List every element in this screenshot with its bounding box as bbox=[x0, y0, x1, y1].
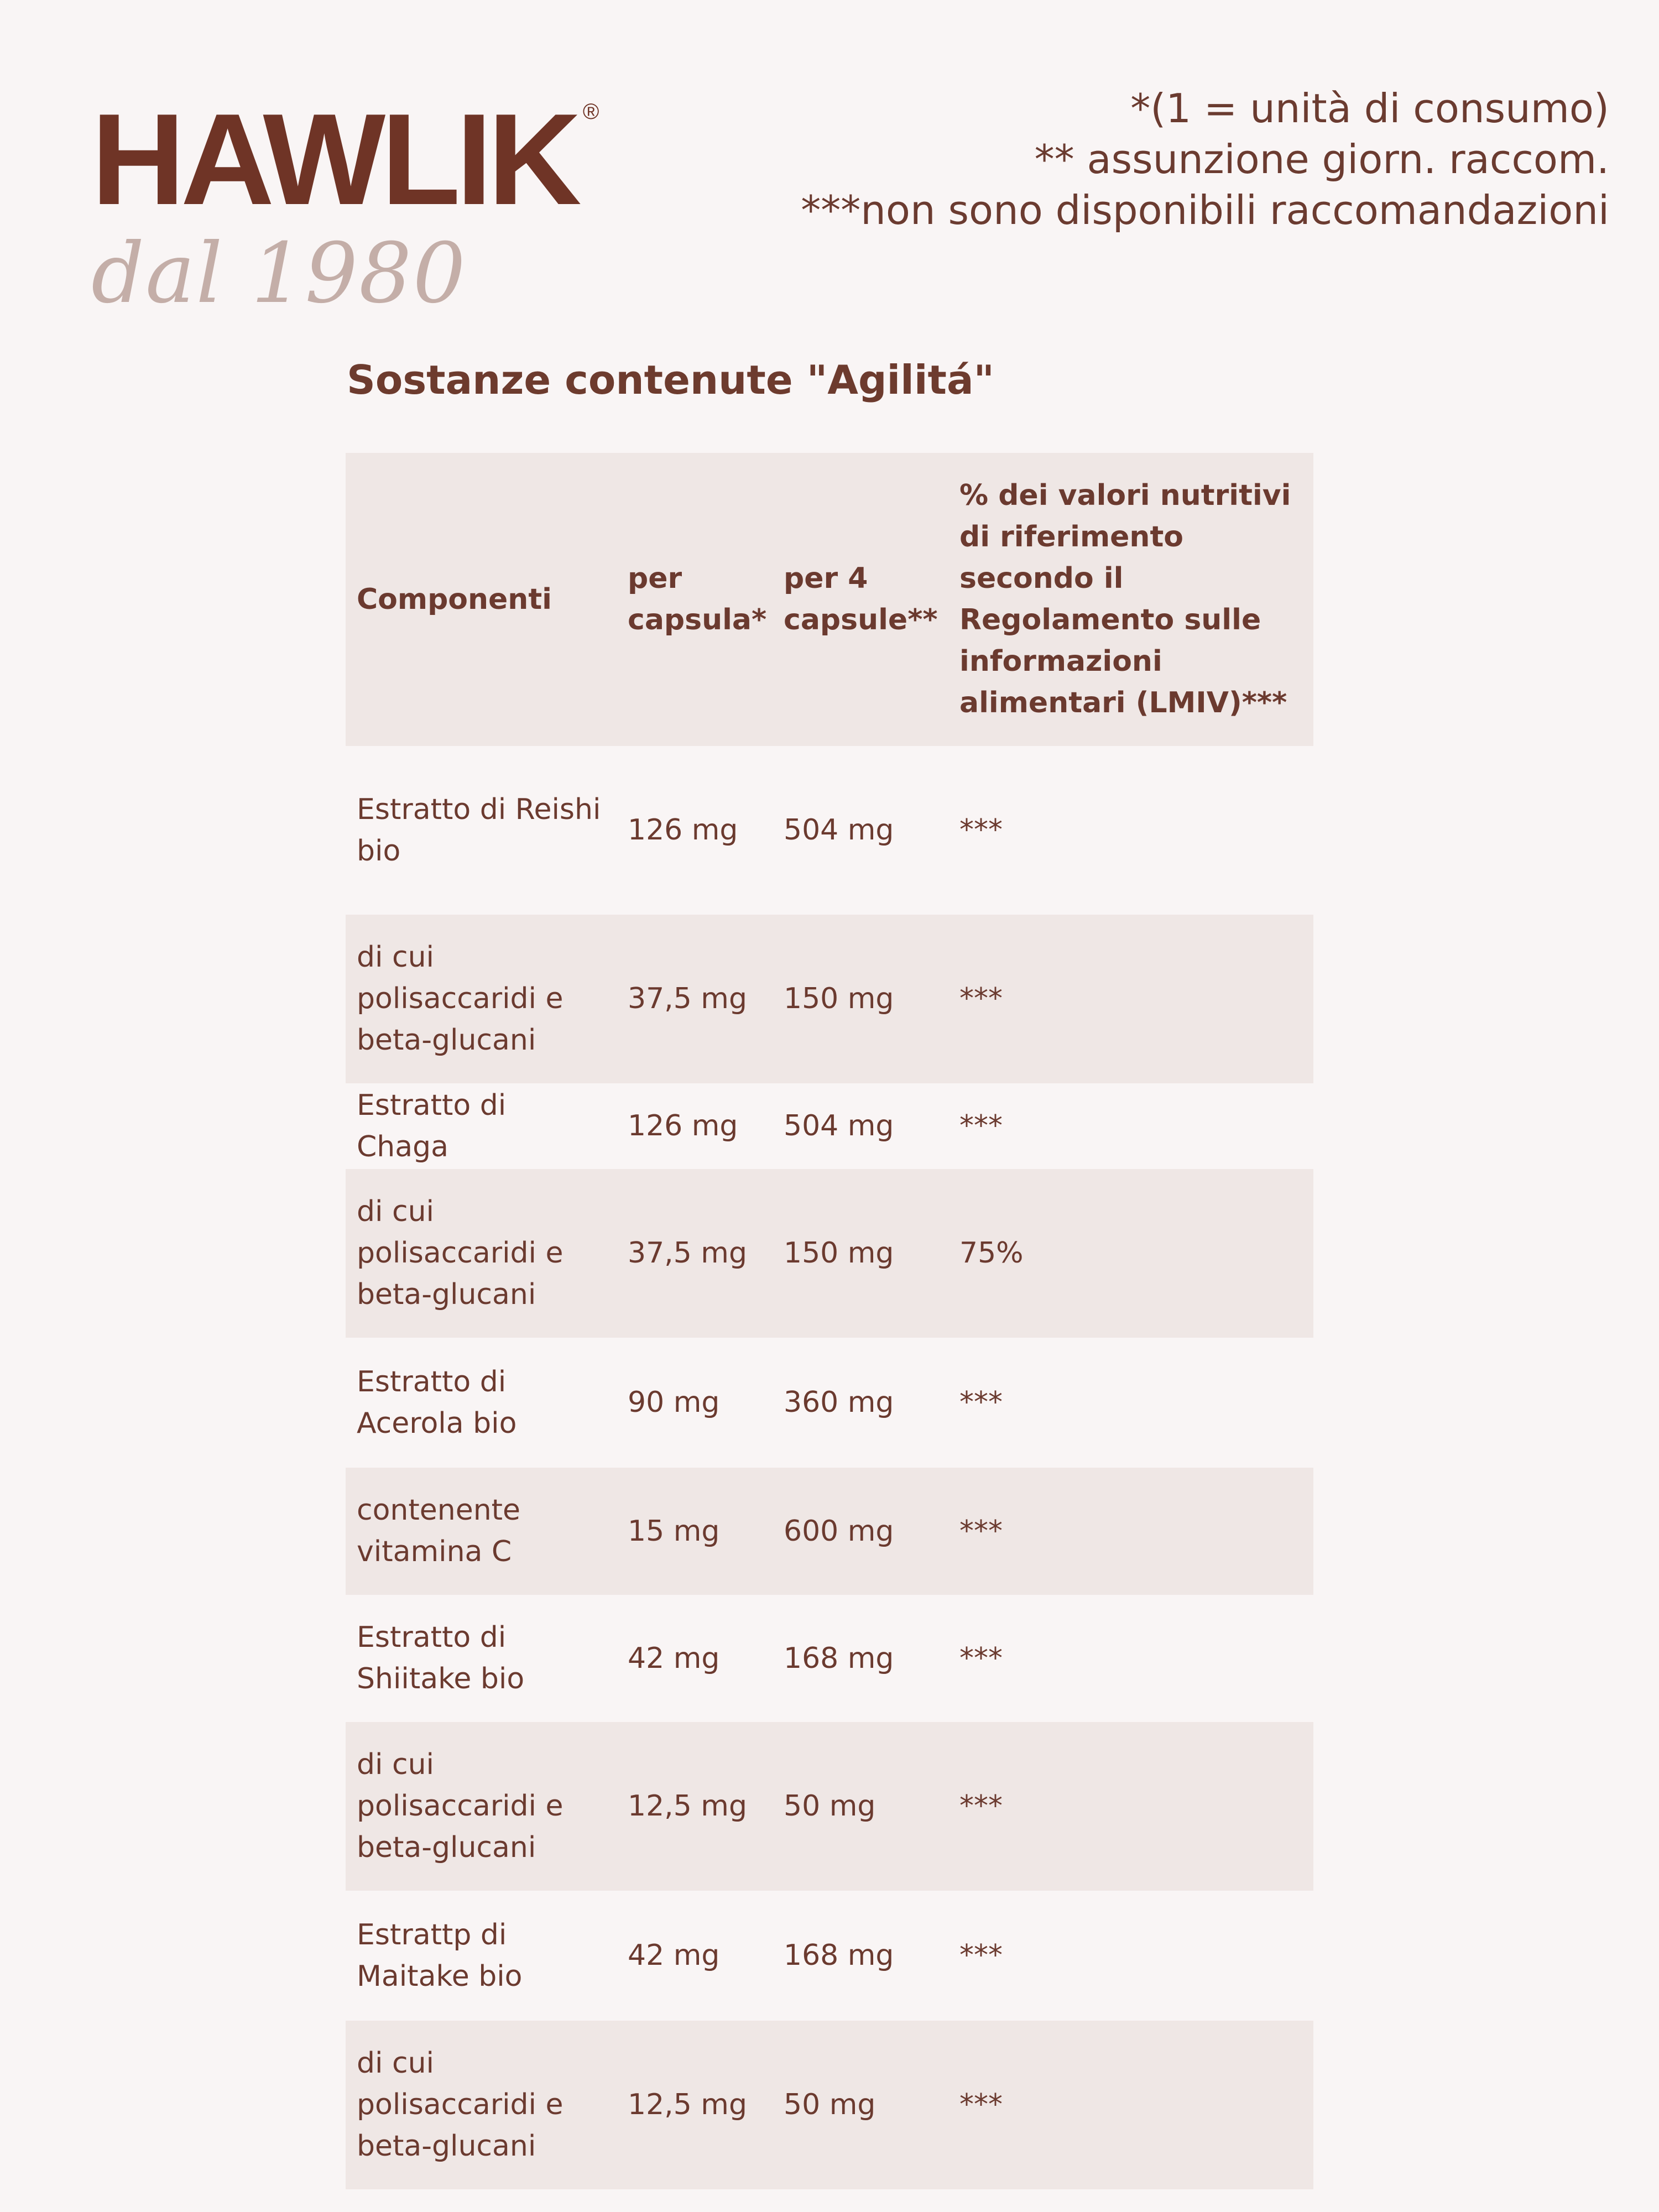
cell-per-4-capsules: 50 mg bbox=[784, 1790, 876, 1823]
header-component: Componenti bbox=[357, 582, 552, 616]
cell-per-capsule: 126 mg bbox=[628, 1109, 738, 1142]
cell-per-4-capsules: 360 mg bbox=[784, 1386, 894, 1419]
cell-per-capsule: 90 mg bbox=[628, 1386, 720, 1419]
cell-per-capsule: 42 mg bbox=[628, 1641, 720, 1675]
cell-per-4-capsules: 168 mg bbox=[784, 1641, 894, 1675]
table-row bbox=[346, 1169, 1313, 1338]
cell-per-4-capsules: 50 mg bbox=[784, 2088, 876, 2121]
logo-text: HAWLIK bbox=[91, 86, 577, 232]
cell-per-capsule: 12,5 mg bbox=[628, 2088, 747, 2121]
cell-component: Estratto di Chaga bbox=[357, 1088, 507, 1164]
cell-reference: 75% bbox=[959, 1237, 1024, 1270]
cell-reference: *** bbox=[959, 1109, 1003, 1142]
cell-reference: *** bbox=[959, 1790, 1003, 1823]
footnote-no-recommendations: ***non sono disponibili raccomandazioni bbox=[801, 187, 1609, 233]
cell-per-4-capsules: 600 mg bbox=[784, 1514, 894, 1548]
cell-per-4-capsules: 504 mg bbox=[784, 1109, 894, 1142]
footnote-unit: *(1 = unità di consumo) bbox=[1130, 85, 1609, 132]
table-row bbox=[346, 1083, 1313, 1169]
table-row bbox=[346, 1595, 1313, 1722]
cell-reference: *** bbox=[959, 813, 1003, 847]
cell-per-capsule: 126 mg bbox=[628, 813, 738, 847]
cell-component: contenente vitamina C bbox=[357, 1494, 521, 1568]
registered-mark: ® bbox=[582, 100, 599, 124]
header-per-4-capsules: per 4 capsule** bbox=[784, 562, 938, 637]
table-title: Sostanze contenute "Agilitá" bbox=[347, 357, 995, 403]
cell-reference: *** bbox=[959, 2088, 1003, 2121]
cell-component: di cui polisaccaridi e beta-glucani bbox=[357, 1195, 564, 1311]
table-row bbox=[346, 1468, 1313, 1595]
cell-per-4-capsules: 168 mg bbox=[784, 1939, 894, 1972]
cell-reference: *** bbox=[959, 1641, 1003, 1675]
table-row bbox=[346, 1338, 1313, 1468]
cell-component: Estratto di Shiitake bio bbox=[357, 1621, 525, 1695]
table-row bbox=[346, 1891, 1313, 2021]
ingredients-panel bbox=[346, 357, 1313, 2189]
table-row bbox=[346, 915, 1313, 1083]
cell-component: Estratto di Reishi bio bbox=[357, 792, 601, 868]
cell-per-capsule: 37,5 mg bbox=[628, 1237, 747, 1270]
logo bbox=[91, 86, 599, 232]
table-row bbox=[346, 746, 1313, 915]
brand-block bbox=[91, 86, 599, 324]
cell-per-capsule: 42 mg bbox=[628, 1939, 720, 1972]
cell-per-capsule: 15 mg bbox=[628, 1514, 720, 1548]
cell-component: di cui polisaccaridi e beta-glucani bbox=[357, 1748, 564, 1864]
cell-per-capsule: 37,5 mg bbox=[628, 982, 747, 1015]
cell-per-4-capsules: 150 mg bbox=[784, 1237, 894, 1270]
tagline: dal 1980 bbox=[91, 226, 467, 322]
cell-component: Estrattp di Maitake bio bbox=[357, 1918, 523, 1993]
cell-component: di cui polisaccaridi e beta-glucani bbox=[357, 2047, 564, 2163]
cell-component: Estratto di Acerola bio bbox=[357, 1365, 517, 1440]
cell-per-4-capsules: 150 mg bbox=[784, 982, 894, 1015]
cell-reference: *** bbox=[959, 1514, 1003, 1548]
cell-component: di cui polisaccaridi e beta-glucani bbox=[357, 941, 564, 1057]
table-row bbox=[346, 1722, 1313, 1891]
cell-reference: *** bbox=[959, 1386, 1003, 1419]
cell-reference: *** bbox=[959, 982, 1003, 1015]
cell-per-4-capsules: 504 mg bbox=[784, 813, 894, 847]
header-reference-values: % dei valori nutritivi di riferimento secondo il Regolamento sulle informazioni alimentari (LMIV)*** bbox=[959, 479, 1291, 719]
table-header-row bbox=[346, 453, 1313, 746]
footnote-daily-intake: ** assunzione giorn. raccom. bbox=[1034, 136, 1609, 182]
header-per-capsule: per capsula* bbox=[628, 562, 767, 637]
footnotes bbox=[801, 83, 1609, 236]
cell-reference: *** bbox=[959, 1939, 1003, 1972]
table-row bbox=[346, 2021, 1313, 2189]
ingredients-table bbox=[346, 453, 1313, 2189]
cell-per-capsule: 12,5 mg bbox=[628, 1790, 747, 1823]
